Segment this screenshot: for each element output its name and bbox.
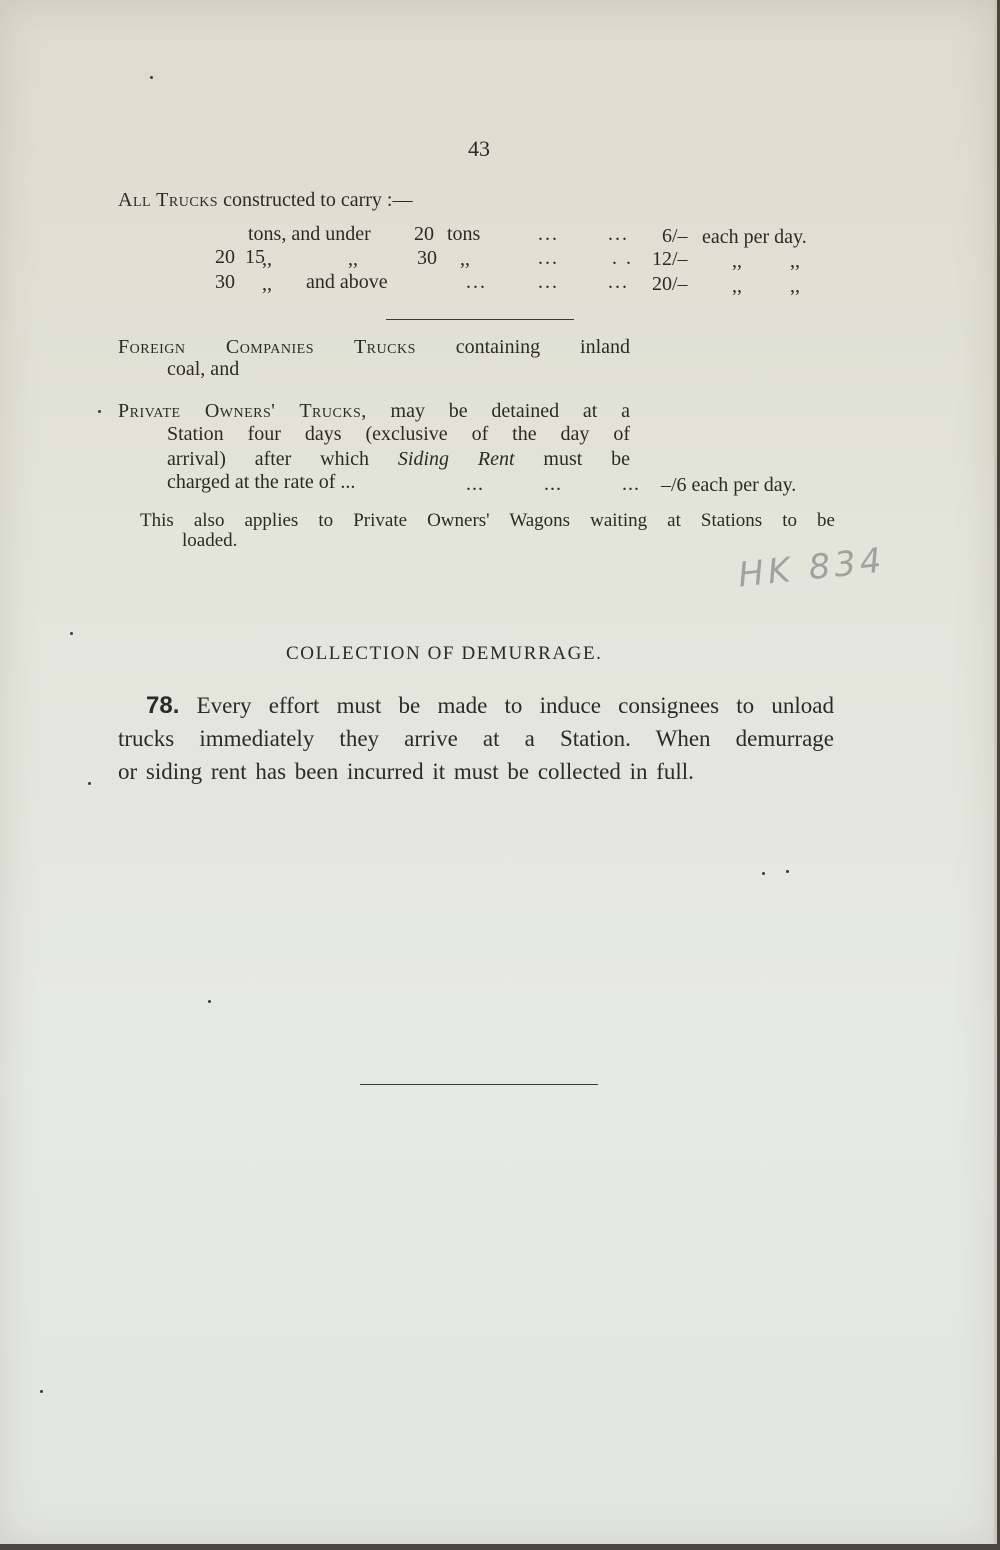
leader-dots: ...: [608, 223, 629, 245]
paper-speck: [786, 870, 789, 873]
leader-dots: ...: [538, 271, 559, 293]
paper-speck: [762, 872, 765, 875]
foreign-line-2: coal, and: [167, 358, 240, 380]
rate-unit: ,,: [732, 275, 742, 297]
paper-speck: [98, 410, 101, 413]
row-cell: and above: [306, 271, 388, 293]
foreign-label: Foreign Companies Trucks: [118, 336, 416, 358]
paper-speck: [208, 1000, 211, 1003]
leader-dots: ... ... ...: [466, 473, 640, 495]
foreign-rest: containing inland: [455, 336, 630, 358]
para-78-line-1: [118, 689, 834, 722]
private-rest: may be detained at a: [390, 400, 630, 422]
row-cell: ,,: [262, 273, 272, 295]
paper-speck: [70, 632, 73, 635]
rate-unit: ,,: [790, 275, 800, 297]
row-cell: 30: [215, 271, 235, 293]
page-number: 43: [468, 136, 490, 161]
rate-unit: ,,: [732, 250, 742, 272]
all-trucks-label: All Trucks: [118, 189, 219, 211]
row-cell: ,,: [262, 248, 272, 270]
row-cell: ,,: [348, 248, 358, 270]
note-line-1: This also applies to Private Owners' Wagons waiting at Stations to be: [140, 510, 835, 531]
private-line-3a: arrival) after which: [167, 448, 370, 470]
paper-speck: [150, 76, 153, 79]
divider-rule: [386, 319, 574, 320]
foreign-line-1: [118, 335, 630, 359]
para-text: Every effort must be made to induce consignees to unload: [196, 693, 834, 718]
all-trucks-rest: constructed to carry :—: [223, 189, 413, 211]
para-78-line-2: trucks immediately they arrive at a Station. When demurrage: [118, 726, 834, 751]
rate-unit: each per day.: [702, 226, 807, 248]
pencil-annotation: HK 834: [736, 540, 888, 596]
rate-unit: ,,: [790, 250, 800, 272]
paragraph-number: 78.: [146, 692, 180, 719]
leader-dots: . .: [612, 247, 633, 269]
row-cell: 30: [417, 247, 437, 269]
row-cell: 20: [414, 223, 434, 245]
siding-rent-italic: Siding Rent: [397, 448, 515, 470]
row-cell: 15: [245, 246, 265, 268]
private-line-3b: must be: [543, 448, 631, 470]
paper-speck: [40, 1390, 43, 1393]
section-heading: COLLECTION OF DEMURRAGE.: [286, 643, 603, 664]
paper-speck: [88, 782, 91, 785]
private-rate: –/6 each per day.: [661, 474, 797, 496]
private-line-4: charged at the rate of ...: [167, 471, 356, 493]
rate-value: 6/–: [662, 225, 688, 247]
rate-value: 12/–: [652, 248, 688, 270]
para-78-line-3: or siding rent has been incurred it must be collected in full.: [118, 759, 694, 784]
row-cell: tons: [447, 223, 481, 245]
private-label: Private Owners' Trucks,: [118, 400, 367, 422]
row-cell: 20: [215, 246, 235, 268]
row-cell: tons, and under: [248, 223, 371, 245]
leader-dots: ...: [466, 271, 487, 293]
private-line-1: [118, 399, 630, 423]
row-cell: ,,: [460, 248, 470, 270]
leader-dots: ...: [608, 271, 629, 293]
private-line-2: Station four days (exclusive of the day of: [167, 423, 630, 445]
leader-dots: ...: [538, 247, 559, 269]
all-trucks-heading: [118, 188, 412, 212]
note-line-2: loaded.: [182, 530, 238, 551]
rate-value: 20/–: [652, 273, 688, 295]
leader-dots: ...: [538, 223, 559, 245]
end-rule: [360, 1084, 598, 1085]
private-line-3: [167, 447, 630, 471]
